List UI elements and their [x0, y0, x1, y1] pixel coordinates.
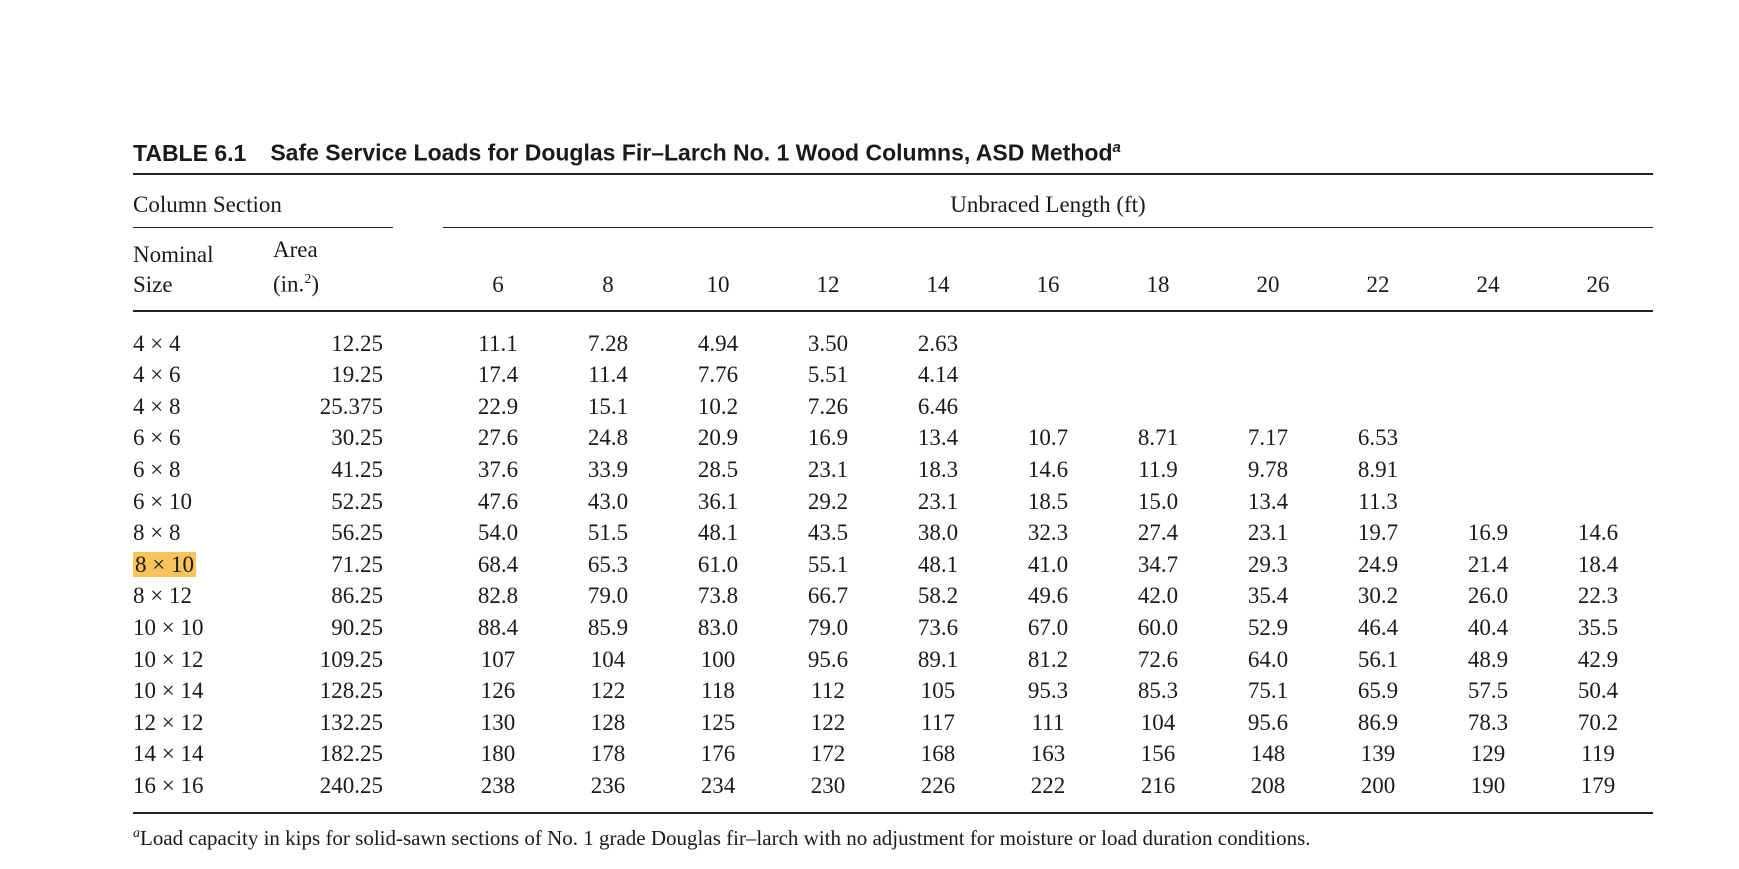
cell-load: 9.78 [1247, 457, 1289, 483]
cell-load [1103, 328, 1213, 360]
cell-load: 65.3 [587, 551, 629, 577]
table-title: Safe Service Loads for Douglas Fir–Larch No. 1 Wood Columns, ASD Method [270, 139, 1113, 166]
cell-area: 19.25 [331, 362, 383, 388]
size-text: 4 × 8 [133, 393, 181, 419]
cell-load: 27.6 [477, 425, 519, 451]
cell-load: 72.6 [1137, 646, 1179, 672]
cell-load: 13.4 [917, 425, 959, 451]
cell-load: 230 [810, 772, 846, 798]
cell-load: 79.0 [807, 615, 849, 640]
cell-load: 18.5 [1027, 488, 1069, 514]
highlighted-size: 8 × 10 [135, 551, 194, 577]
cell-load: 125 [700, 709, 736, 735]
cell-load: 70.2 [1577, 709, 1619, 735]
cell-load: 52.9 [1247, 615, 1289, 640]
cell-load: 66.7 [807, 583, 849, 609]
cell-load: 67.0 [1027, 615, 1069, 640]
table-footnote [133, 826, 1643, 851]
header-length: 26 [1586, 271, 1610, 297]
cell-load [1213, 359, 1323, 391]
cell-load: 73.8 [697, 583, 739, 609]
cell-load: 73.6 [917, 615, 959, 640]
table-row [133, 454, 1653, 486]
header-length: 12 [816, 271, 840, 297]
table-body [133, 328, 1653, 802]
cell-area: 240.25 [319, 772, 383, 798]
cell-load: 104 [1140, 709, 1176, 735]
cell-load: 2.63 [917, 330, 959, 356]
cell-nominal-size [133, 612, 273, 644]
header-length: 18 [1146, 271, 1170, 297]
cell-load: 4.94 [697, 330, 739, 356]
cell-load: 34.7 [1137, 551, 1179, 577]
cell-load: 57.5 [1467, 678, 1509, 704]
footnote-mark: a [133, 825, 140, 841]
cell-load: 118 [701, 678, 735, 704]
cell-load: 89.1 [917, 646, 959, 672]
cell-nominal-size [133, 422, 273, 454]
cell-load: 7.76 [697, 362, 739, 388]
footnote-text: Load capacity in kips for solid-sawn sections of No. 1 grade Douglas fir–larch with no adjustment for moisture or load duration conditions. [140, 825, 1311, 850]
header-length: 14 [926, 271, 950, 297]
table-row [133, 517, 1653, 549]
cell-load: 51.5 [587, 520, 629, 546]
cell-load: 122 [590, 678, 626, 704]
cell-nominal-size [133, 549, 273, 581]
cell-nominal-size [133, 675, 273, 707]
size-text: 6 × 10 [133, 488, 192, 514]
cell-load: 178 [590, 741, 626, 767]
safe-loads-table [133, 173, 1653, 814]
cell-load: 49.6 [1027, 583, 1069, 609]
cell-load: 19.7 [1357, 520, 1399, 546]
cell-load: 23.1 [917, 488, 959, 514]
cell-load: 42.9 [1577, 646, 1619, 672]
cell-load: 139 [1360, 741, 1396, 767]
cell-load: 95.6 [1247, 709, 1289, 735]
cell-load: 21.4 [1467, 551, 1509, 577]
cell-load: 216 [1140, 772, 1176, 798]
header-area: Area (in.$^2$) [273, 237, 319, 297]
cell-load: 226 [920, 772, 956, 798]
cell-load: 23.1 [807, 457, 849, 483]
cell-load: 11.1 [478, 330, 518, 356]
cell-load: 14.6 [1577, 520, 1619, 546]
cell-load: 50.4 [1577, 678, 1619, 704]
cell-load: 179 [1580, 772, 1616, 798]
cell-load: 7.17 [1247, 425, 1289, 451]
cell-load: 41.0 [1027, 551, 1069, 577]
header-length: 6 [492, 271, 504, 297]
cell-load: 15.1 [587, 393, 629, 419]
cell-load: 27.4 [1137, 520, 1179, 546]
header-length: 20 [1256, 271, 1280, 297]
cell-load: 26.0 [1467, 583, 1509, 609]
cell-area: 30.25 [331, 425, 383, 451]
cell-nominal-size [133, 738, 273, 770]
cell-area: 128.25 [319, 678, 383, 704]
cell-load: 11.3 [1358, 488, 1398, 514]
group-header-column-section: Column Section [133, 191, 282, 217]
cell-load [1323, 359, 1433, 391]
cell-nominal-size [133, 517, 273, 549]
cell-load: 56.1 [1357, 646, 1399, 672]
cell-area: 132.25 [319, 709, 383, 735]
cell-load: 11.4 [588, 362, 628, 388]
cell-load: 129 [1470, 741, 1506, 767]
cell-nominal-size [133, 454, 273, 486]
size-text: 10 × 14 [133, 678, 204, 704]
cell-load: 35.4 [1247, 583, 1289, 609]
table-row [133, 770, 1653, 802]
cell-load: 119 [1581, 741, 1615, 767]
cell-load: 10.2 [697, 393, 739, 419]
cell-load: 88.4 [477, 615, 519, 640]
table-row [133, 359, 1653, 391]
cell-load: 180 [480, 741, 516, 767]
cell-load [1543, 391, 1653, 423]
cell-load: 168 [920, 741, 956, 767]
cell-load [1323, 328, 1433, 360]
cell-load: 117 [921, 709, 955, 735]
cell-load: 22.9 [477, 393, 519, 419]
cell-load: 37.6 [477, 457, 519, 483]
cell-load: 48.1 [697, 520, 739, 546]
cell-load: 95.6 [807, 646, 849, 672]
cell-load: 100 [700, 646, 736, 672]
cell-load [993, 359, 1103, 391]
cell-load [1433, 359, 1543, 391]
cell-load [1543, 454, 1653, 486]
cell-load [993, 391, 1103, 423]
cell-load: 16.9 [1467, 520, 1509, 546]
cell-load: 48.1 [917, 551, 959, 577]
cell-load: 111 [1031, 709, 1065, 735]
table-row [133, 486, 1653, 518]
cell-load [1543, 422, 1653, 454]
cell-load: 130 [480, 709, 516, 735]
cell-nominal-size [133, 707, 273, 739]
cell-nominal-size [133, 580, 273, 612]
size-text: 16 × 16 [133, 772, 204, 798]
cell-load: 6.46 [917, 393, 959, 419]
table-caption [133, 128, 1643, 173]
size-text: 12 × 12 [133, 709, 204, 735]
cell-load: 43.5 [807, 520, 849, 546]
size-text: 6 × 6 [133, 425, 181, 451]
cell-load: 7.26 [807, 393, 849, 419]
table-row [133, 580, 1653, 612]
cell-load: 148 [1250, 741, 1286, 767]
cell-load: 42.0 [1137, 583, 1179, 609]
table-row [133, 707, 1653, 739]
cell-area: 25.375 [319, 393, 383, 419]
size-text: 4 × 4 [133, 330, 181, 356]
cell-load [1433, 328, 1543, 360]
header-length: 8 [602, 271, 614, 297]
cell-load: 60.0 [1137, 615, 1179, 640]
cell-load: 95.3 [1027, 678, 1069, 704]
title-footnote-mark: a [1112, 139, 1121, 156]
cell-load: 128 [590, 709, 626, 735]
cell-load [1433, 486, 1543, 518]
cell-load: 85.3 [1137, 678, 1179, 704]
cell-load: 14.6 [1027, 457, 1069, 483]
cell-area: 90.25 [331, 615, 383, 640]
cell-area: 71.25 [331, 551, 383, 577]
cell-load: 64.0 [1247, 646, 1289, 672]
size-text: 4 × 6 [133, 362, 181, 388]
table-row [133, 422, 1653, 454]
cell-load [1103, 359, 1213, 391]
cell-load [1433, 391, 1543, 423]
cell-load: 65.9 [1357, 678, 1399, 704]
cell-load: 85.9 [587, 615, 629, 640]
cell-nominal-size [133, 770, 273, 802]
cell-load: 190 [1470, 772, 1506, 798]
cell-load: 222 [1030, 772, 1066, 798]
cell-load [1323, 391, 1433, 423]
size-text: 8 × 8 [133, 520, 181, 546]
cell-load: 4.14 [917, 362, 959, 388]
cell-load: 105 [920, 678, 956, 704]
table-row [133, 391, 1653, 423]
cell-area: 52.25 [331, 488, 383, 514]
cell-load: 28.5 [697, 457, 739, 483]
cell-load: 8.71 [1137, 425, 1179, 451]
cell-load: 104 [590, 646, 626, 672]
cell-area: 86.25 [331, 583, 383, 609]
cell-load: 156 [1140, 741, 1176, 767]
cell-load: 200 [1360, 772, 1396, 798]
table-row [133, 328, 1653, 360]
cell-load: 83.0 [697, 615, 739, 640]
cell-load: 18.3 [917, 457, 959, 483]
cell-load [1213, 391, 1323, 423]
cell-load: 75.1 [1247, 678, 1289, 704]
header-length: 22 [1366, 271, 1390, 297]
cell-load: 81.2 [1027, 646, 1069, 672]
cell-load: 126 [480, 678, 516, 704]
cell-load: 29.3 [1247, 551, 1289, 577]
cell-nominal-size [133, 644, 273, 676]
cell-load: 55.1 [807, 551, 849, 577]
cell-load: 43.0 [587, 488, 629, 514]
cell-load: 24.9 [1357, 551, 1399, 577]
cell-load: 13.4 [1247, 488, 1289, 514]
size-text: 10 × 12 [133, 646, 204, 672]
cell-nominal-size [133, 391, 273, 423]
cell-load: 15.0 [1137, 488, 1179, 514]
cell-load: 163 [1030, 741, 1066, 767]
table-row [133, 644, 1653, 676]
cell-load: 61.0 [697, 551, 739, 577]
cell-load [1433, 422, 1543, 454]
table-row [133, 675, 1653, 707]
cell-load: 23.1 [1247, 520, 1289, 546]
cell-load: 112 [811, 678, 845, 704]
size-text: 6 × 8 [133, 457, 181, 483]
cell-load: 6.53 [1357, 425, 1399, 451]
cell-load: 54.0 [477, 520, 519, 546]
cell-load: 82.8 [477, 583, 519, 609]
cell-load: 86.9 [1357, 709, 1399, 735]
cell-load: 79.0 [587, 583, 629, 609]
cell-nominal-size [133, 328, 273, 360]
header-length: 24 [1476, 271, 1500, 297]
cell-load: 172 [810, 741, 846, 767]
size-text: 14 × 14 [133, 741, 204, 767]
cell-load: 48.9 [1467, 646, 1509, 672]
group-header-unbraced-length: Unbraced Length (ft) [950, 191, 1146, 217]
cell-load: 3.50 [807, 330, 849, 356]
cell-load: 176 [700, 741, 736, 767]
cell-load: 236 [590, 772, 626, 798]
cell-area: 182.25 [319, 741, 383, 767]
table-label: TABLE 6.1 [133, 139, 247, 166]
cell-load: 122 [810, 709, 846, 735]
cell-load: 5.51 [807, 362, 849, 388]
cell-load: 20.9 [697, 425, 739, 451]
cell-load: 16.9 [807, 425, 849, 451]
table-row [133, 738, 1653, 770]
size-text: 10 × 10 [133, 615, 204, 640]
header-nominal-size: Nominal Size [133, 241, 214, 297]
cell-load: 238 [480, 772, 516, 798]
cell-load [1543, 328, 1653, 360]
cell-load [993, 328, 1103, 360]
cell-load: 32.3 [1027, 520, 1069, 546]
cell-load [1213, 328, 1323, 360]
cell-load: 46.4 [1357, 615, 1399, 640]
cell-load: 18.4 [1577, 551, 1619, 577]
cell-area: 56.25 [331, 520, 383, 546]
cell-area: 109.25 [319, 646, 383, 672]
cell-load: 8.91 [1357, 457, 1399, 483]
cell-load: 58.2 [917, 583, 959, 609]
cell-load: 17.4 [477, 362, 519, 388]
header-length: 16 [1036, 271, 1060, 297]
cell-area: 12.25 [331, 330, 383, 356]
header-length: 10 [706, 271, 730, 297]
cell-load [1103, 391, 1213, 423]
cell-load: 36.1 [697, 488, 739, 514]
cell-load: 35.5 [1577, 615, 1619, 640]
cell-nominal-size [133, 359, 273, 391]
cell-load: 47.6 [477, 488, 519, 514]
cell-nominal-size [133, 486, 273, 518]
cell-load: 68.4 [477, 551, 519, 577]
size-text: 8 × 12 [133, 583, 192, 609]
cell-load [1543, 359, 1653, 391]
cell-load: 24.8 [587, 425, 629, 451]
cell-load: 10.7 [1027, 425, 1069, 451]
cell-load: 107 [480, 646, 516, 672]
cell-load: 234 [700, 772, 736, 798]
cell-load: 22.3 [1577, 583, 1619, 609]
cell-load [1433, 454, 1543, 486]
cell-load: 38.0 [917, 520, 959, 546]
table-row [133, 612, 1653, 644]
cell-load [1543, 486, 1653, 518]
cell-load: 7.28 [587, 330, 629, 356]
cell-load: 78.3 [1467, 709, 1509, 735]
cell-area: 41.25 [331, 457, 383, 483]
cell-load: 33.9 [587, 457, 629, 483]
cell-load: 208 [1250, 772, 1286, 798]
table-row [133, 549, 1653, 581]
cell-load: 11.9 [1138, 457, 1178, 483]
table-document [133, 128, 1643, 851]
cell-load: 29.2 [807, 488, 849, 514]
cell-load: 40.4 [1467, 615, 1509, 640]
cell-load: 30.2 [1357, 583, 1399, 609]
